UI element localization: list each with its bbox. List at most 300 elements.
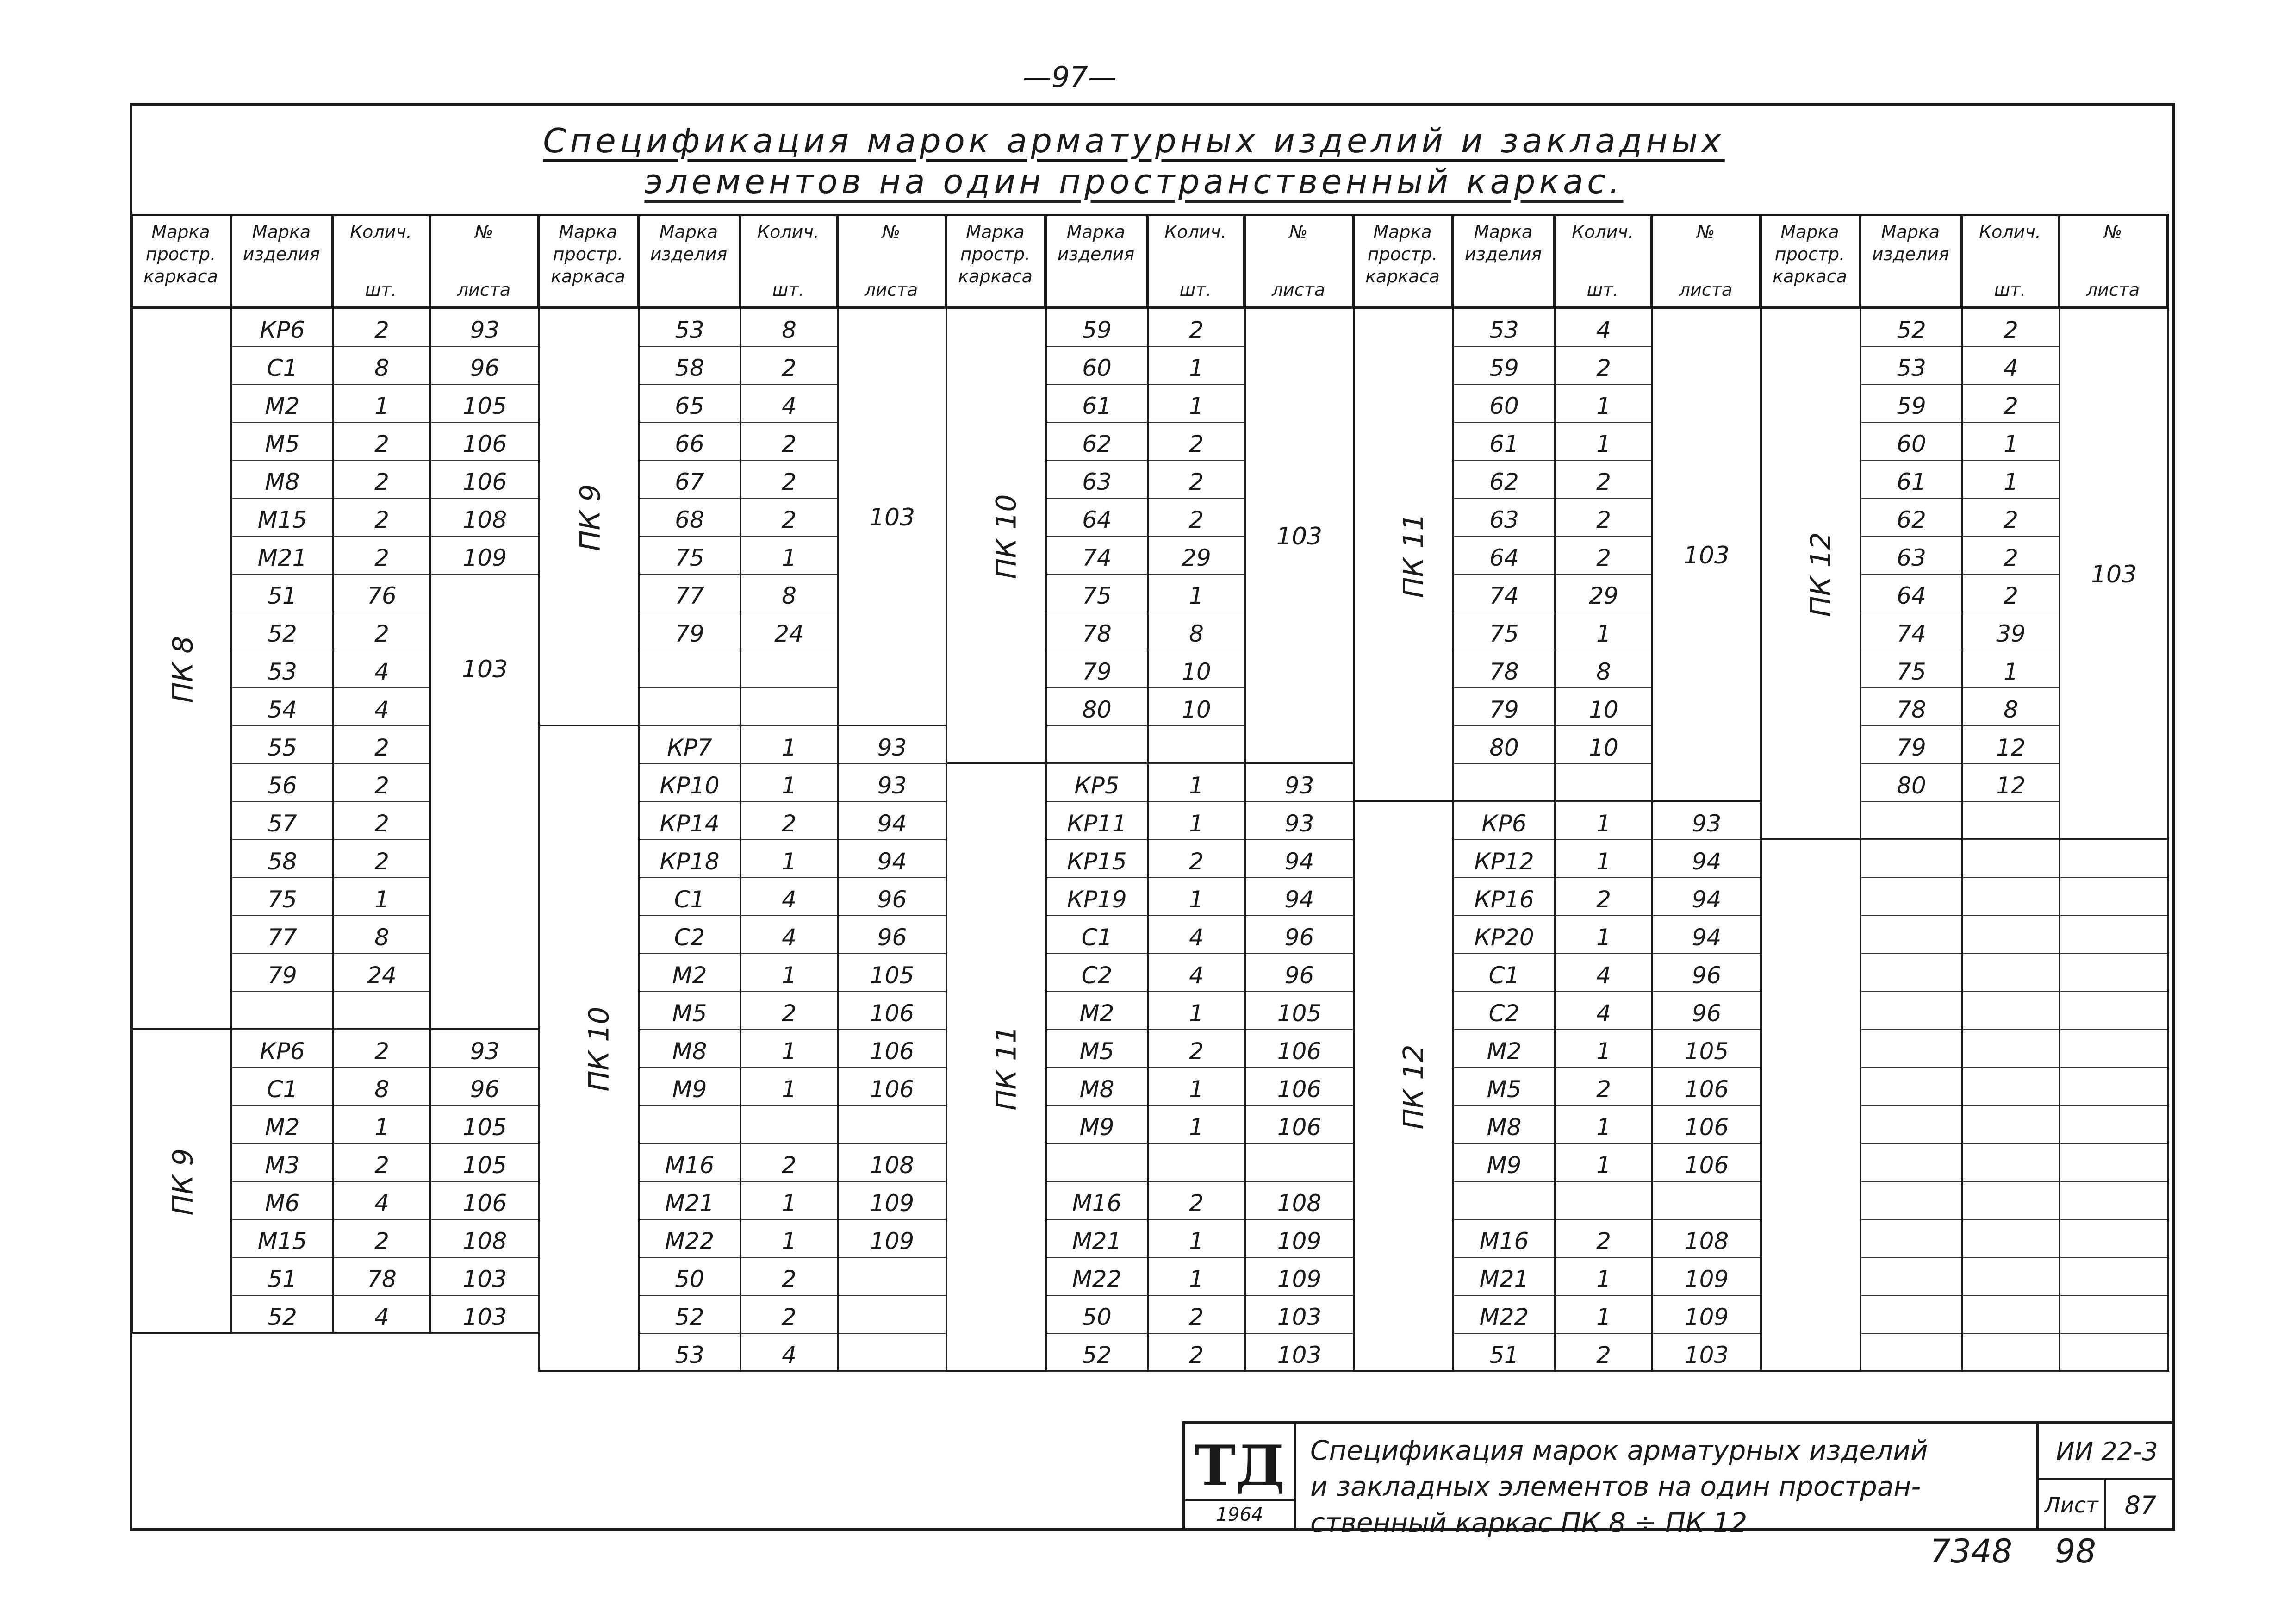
- sheet-number: 105: [462, 393, 507, 419]
- item-qty: 8: [782, 317, 796, 344]
- sheet-number: [1245, 575, 1354, 612]
- item-qty: 4: [1596, 317, 1611, 344]
- table-row: [1453, 612, 1652, 650]
- sheet-number: 103: [462, 1266, 507, 1293]
- table-row: [1860, 612, 2060, 650]
- table-row: [639, 992, 946, 1030]
- item-qty: 1: [782, 544, 796, 571]
- logo-year: 1964: [1185, 1499, 1294, 1525]
- item-qty: 4: [782, 393, 796, 419]
- item-mark: М2: [265, 1114, 300, 1141]
- table-row: [231, 309, 539, 347]
- item-qty: 76: [367, 582, 397, 609]
- item-qty: 2: [1596, 468, 1611, 495]
- item-mark: 52: [675, 1304, 704, 1330]
- item-qty: 1: [2004, 658, 2018, 685]
- sheet-number: [838, 1106, 946, 1143]
- item-mark: 79: [1897, 734, 1926, 761]
- sheet-number: 96: [877, 924, 907, 951]
- table-row: [231, 612, 430, 650]
- table-row: [1046, 1182, 1354, 1220]
- item-mark: С2: [674, 924, 705, 951]
- table-row: [1453, 1068, 1761, 1106]
- item-mark: 77: [675, 582, 704, 609]
- header-qty: [1555, 216, 1652, 306]
- table-row: [1046, 537, 1245, 575]
- table-row: [231, 347, 539, 385]
- table-row: [1453, 764, 1652, 802]
- item-mark: КР6: [260, 1038, 305, 1065]
- item-qty: 1: [1189, 886, 1204, 913]
- item-mark: 74: [1082, 544, 1112, 571]
- table-row: [1046, 575, 1245, 612]
- item-mark: 79: [1489, 696, 1519, 723]
- item-mark: С2: [1081, 962, 1113, 989]
- item-mark: 53: [268, 658, 297, 685]
- item-mark: 74: [1897, 620, 1926, 647]
- table-row: [639, 1334, 946, 1372]
- sheet-number: [2060, 1258, 2168, 1295]
- item-qty: 1: [1189, 1266, 1204, 1293]
- table-row: [231, 1106, 539, 1144]
- item-mark: 53: [1897, 355, 1926, 381]
- item-mark: 52: [1897, 317, 1926, 344]
- header-item-label: Марка изделия: [650, 222, 728, 264]
- item-mark: 60: [1897, 431, 1926, 457]
- sheet-number: 94: [1692, 924, 1722, 951]
- sheet-number: [2060, 499, 2168, 536]
- table-row: [1453, 1106, 1761, 1144]
- item-qty: 2: [782, 1152, 796, 1179]
- item-mark: [1860, 802, 1962, 839]
- table-row: [1453, 954, 1761, 992]
- item-mark: М5: [265, 431, 300, 457]
- item-qty: [1962, 1144, 2060, 1181]
- item-qty: [1962, 840, 2060, 877]
- table-row: [231, 385, 539, 423]
- item-qty: 2: [1189, 1342, 1204, 1368]
- sheet-number: 94: [1692, 848, 1722, 875]
- sheet-number: 96: [1284, 962, 1314, 989]
- item-qty: 1: [1596, 1266, 1611, 1293]
- item-mark: [1860, 1296, 1962, 1333]
- item-mark: [1860, 954, 1962, 991]
- sheet-number: [838, 612, 946, 650]
- sheet-number: [1652, 347, 1761, 384]
- table-row: [231, 575, 430, 612]
- table-row: [231, 1030, 539, 1068]
- merged-sheet-number: 103: [1683, 542, 1730, 569]
- sheet-number: 109: [1684, 1266, 1729, 1293]
- header-sheet-unit: листа: [1271, 280, 1325, 300]
- frame-group: [132, 1030, 539, 1334]
- merged-sheet-number: 103: [869, 504, 915, 531]
- table-row: [1046, 347, 1245, 385]
- item-qty: [1962, 1182, 2060, 1219]
- table-row: [1453, 537, 1652, 575]
- table-row: [1860, 764, 2060, 802]
- table-row: [1860, 688, 2060, 726]
- column-rule: [1554, 214, 1556, 1372]
- item-qty: 2: [374, 317, 389, 344]
- table-row: [1046, 612, 1245, 650]
- item-mark: 51: [268, 582, 297, 609]
- frame-mark-label: ПК 10: [990, 494, 1023, 579]
- header-frame-label: Марка простр. каркаса: [1365, 222, 1440, 287]
- item-mark: КР5: [1074, 772, 1120, 799]
- table-row: [1046, 1296, 1354, 1334]
- item-mark: КР19: [1067, 886, 1127, 913]
- table-row: [1046, 802, 1354, 840]
- item-qty: 2: [782, 1304, 796, 1330]
- logo-mark: ТД: [1194, 1433, 1285, 1499]
- item-mark: 63: [1082, 468, 1112, 495]
- item-mark: С1: [267, 355, 298, 381]
- table-row: [1453, 688, 1652, 726]
- item-qty: 2: [782, 810, 796, 837]
- item-mark: 63: [1897, 544, 1926, 571]
- item-qty: 8: [782, 582, 796, 609]
- table-row: [639, 916, 946, 954]
- frame-mark-label: ПК 9: [573, 484, 606, 551]
- table-row: [1453, 423, 1652, 461]
- sheet-number: 108: [462, 1228, 507, 1255]
- sheet-number: 105: [1277, 1000, 1322, 1027]
- merged-sheet-number: 103: [1276, 523, 1323, 550]
- table-row: [1046, 499, 1245, 537]
- item-qty: 1: [1596, 620, 1611, 647]
- item-qty: 2: [2004, 393, 2018, 419]
- item-qty: 1: [1596, 1152, 1611, 1179]
- page-number: —97—: [1023, 60, 1117, 94]
- item-qty: 1: [1189, 1114, 1204, 1141]
- table-row: [1046, 840, 1354, 878]
- header-qty-unit: шт.: [365, 280, 397, 300]
- item-mark: 63: [1489, 506, 1519, 533]
- item-qty: [1148, 1144, 1245, 1181]
- item-qty: 78: [367, 1266, 397, 1293]
- sheet-number: [838, 1334, 946, 1371]
- item-mark: 64: [1082, 506, 1112, 533]
- title-block-description: [1310, 1432, 2032, 1541]
- item-qty: [1555, 764, 1652, 801]
- sheet-number: [838, 347, 946, 384]
- item-mark: 79: [675, 620, 704, 647]
- item-qty: 2: [2004, 506, 2018, 533]
- sheet-number: 94: [1692, 886, 1722, 913]
- header-sheet-label: №: [474, 222, 493, 242]
- item-mark: 58: [675, 355, 704, 381]
- item-mark: М6: [265, 1190, 300, 1217]
- table-row: [1860, 537, 2060, 575]
- sheet-label: Лист: [2036, 1480, 2106, 1531]
- item-qty: [740, 688, 838, 725]
- sheet-number: 94: [1284, 848, 1314, 875]
- column-rule: [740, 214, 741, 1372]
- table-row: [1453, 650, 1652, 688]
- sheet-number: [1652, 726, 1761, 763]
- item-mark: М21: [665, 1190, 715, 1217]
- item-mark: 75: [268, 886, 297, 913]
- table-header: [1761, 214, 2168, 309]
- sheet-number: [838, 385, 946, 422]
- item-mark: 52: [1082, 1342, 1112, 1368]
- table-row: [639, 1030, 946, 1068]
- item-mark: [639, 650, 740, 687]
- sheet-number: [838, 309, 946, 346]
- description-line-1: Спецификация марок арматурных изделий: [1310, 1435, 1928, 1466]
- sheet-number: [2060, 1068, 2168, 1105]
- item-qty: 1: [782, 962, 796, 989]
- sheet-number: [1652, 385, 1761, 422]
- table-row: [1046, 878, 1354, 916]
- header-sheet: [838, 216, 946, 306]
- item-qty: 1: [1189, 772, 1204, 799]
- item-qty: 8: [2004, 696, 2018, 723]
- item-mark: [1453, 764, 1555, 801]
- sheet-number: 106: [1277, 1038, 1322, 1065]
- sheet-number: 109: [1277, 1228, 1322, 1255]
- item-qty: 1: [1596, 1304, 1611, 1330]
- sheet-number: [430, 992, 539, 1029]
- item-qty: 2: [1189, 506, 1204, 533]
- sheet-number: 93: [1284, 810, 1314, 837]
- item-mark: М21: [1479, 1266, 1529, 1293]
- item-qty: 12: [1996, 772, 2026, 799]
- table-row: [639, 1296, 946, 1334]
- column-rule: [2167, 214, 2169, 1372]
- item-mark: 54: [268, 696, 297, 723]
- item-mark: КР7: [667, 734, 712, 761]
- table-row: [231, 726, 430, 764]
- item-mark: С1: [1488, 962, 1520, 989]
- item-mark: 53: [675, 1342, 704, 1368]
- item-qty: 1: [374, 886, 389, 913]
- header-sheet: [1652, 216, 1761, 306]
- sheet-number: 109: [462, 544, 507, 571]
- item-qty: 1: [374, 393, 389, 419]
- sheet-number: [838, 423, 946, 460]
- title-line-1: Спецификация марок арматурных изделий и закладных: [543, 121, 1725, 160]
- item-qty: 1: [782, 772, 796, 799]
- table-row: [1453, 916, 1761, 954]
- item-mark: 68: [675, 506, 704, 533]
- sheet-number: 103: [1277, 1304, 1322, 1330]
- item-mark: [231, 992, 333, 1029]
- table-row: [231, 802, 430, 840]
- item-qty: 1: [1189, 582, 1204, 609]
- item-mark: 67: [675, 468, 704, 495]
- frame-group: [946, 309, 1354, 764]
- item-qty: [1962, 1296, 2060, 1333]
- item-mark: М3: [265, 1152, 300, 1179]
- header-qty-unit: шт.: [1994, 280, 2026, 300]
- item-mark: КР16: [1474, 886, 1534, 913]
- sheet-number: [2060, 954, 2168, 991]
- item-qty: 2: [374, 734, 389, 761]
- item-qty: 1: [1189, 1000, 1204, 1027]
- sheet-number: 106: [1684, 1152, 1729, 1179]
- item-qty: 1: [1596, 1038, 1611, 1065]
- table-row: [639, 537, 838, 575]
- item-qty: 2: [1189, 1190, 1204, 1217]
- item-qty: [333, 992, 430, 1029]
- item-mark: [1860, 992, 1962, 1029]
- item-qty: 4: [782, 886, 796, 913]
- header-frame-label: Марка простр. каркаса: [958, 222, 1033, 287]
- item-qty: 1: [1189, 355, 1204, 381]
- sheet-number: 93: [1284, 772, 1314, 799]
- header-item: [1453, 216, 1555, 306]
- table-row: [639, 385, 838, 423]
- item-mark: КР18: [660, 848, 720, 875]
- column-rule: [1147, 214, 1149, 1372]
- item-qty: [1962, 1068, 2060, 1105]
- item-mark: 79: [1082, 658, 1112, 685]
- header-sheet-unit: листа: [1679, 280, 1733, 300]
- table-row: [1860, 992, 2168, 1030]
- sheet-number: 96: [1284, 924, 1314, 951]
- item-mark: 59: [1489, 355, 1519, 381]
- item-mark: М5: [1079, 1038, 1114, 1065]
- sheet-number: [1245, 347, 1354, 384]
- table-row: [1453, 992, 1761, 1030]
- item-mark: С1: [1081, 924, 1113, 951]
- table-row: [1453, 1144, 1761, 1182]
- item-qty: 1: [374, 1114, 389, 1141]
- sheet-number: 106: [1684, 1076, 1729, 1103]
- item-qty: 8: [374, 355, 389, 381]
- item-qty: 4: [1189, 924, 1204, 951]
- item-qty: 2: [374, 620, 389, 647]
- sheet-number: [2060, 1144, 2168, 1181]
- item-qty: 2: [1189, 1304, 1204, 1330]
- item-mark: 80: [1897, 772, 1926, 799]
- item-mark: 52: [268, 620, 297, 647]
- column-rule: [1452, 214, 1454, 1372]
- item-mark: М5: [672, 1000, 707, 1027]
- sheet-number: [1245, 385, 1354, 422]
- table-row: [1860, 878, 2168, 916]
- item-qty: 2: [1189, 317, 1204, 344]
- item-qty: 4: [374, 1190, 389, 1217]
- item-mark: 59: [1897, 393, 1926, 419]
- sheet-number: 94: [877, 810, 907, 837]
- table-row: [231, 499, 539, 537]
- item-qty: [1962, 1106, 2060, 1143]
- header-item: [1860, 216, 1962, 306]
- table-row: [639, 1068, 946, 1106]
- sheet-number: 109: [1277, 1266, 1322, 1293]
- item-mark: М21: [257, 544, 307, 571]
- item-mark: С1: [267, 1076, 298, 1103]
- column-rule: [638, 214, 640, 1372]
- sheet-number: 103: [462, 1304, 507, 1330]
- inventory-number: 7348: [1930, 1532, 2013, 1570]
- column-rule: [1860, 214, 1861, 1372]
- frame-group: [132, 309, 539, 1030]
- archive-page-number: 98: [2055, 1532, 2097, 1570]
- table-row: [1860, 1182, 2168, 1220]
- column-rule: [1045, 214, 1047, 1372]
- item-mark: 51: [268, 1266, 297, 1293]
- column-rule: [1244, 214, 1246, 1372]
- item-mark: 61: [1897, 468, 1926, 495]
- frame-mark-label: ПК 10: [583, 1006, 616, 1092]
- table-row: [639, 840, 946, 878]
- item-mark: 53: [675, 317, 704, 344]
- sheet-number: 106: [1684, 1114, 1729, 1141]
- sheet-number: [838, 537, 946, 574]
- item-mark: [1860, 1182, 1962, 1219]
- column-rule: [429, 214, 431, 1334]
- sheet-number: 109: [1684, 1304, 1729, 1330]
- table-row: [1046, 650, 1245, 688]
- sheet-number: 87: [2124, 1491, 2157, 1520]
- frame-mark-label: ПК 9: [166, 1148, 199, 1216]
- sheet-number: [1245, 726, 1354, 763]
- sheet-number: 96: [877, 886, 907, 913]
- item-qty: 4: [374, 1304, 389, 1330]
- table-row: [231, 1296, 539, 1334]
- table-row: [231, 537, 539, 575]
- item-mark: [1046, 726, 1148, 763]
- table-row: [1046, 1220, 1354, 1258]
- sheet-number: [1652, 612, 1761, 650]
- item-qty: 2: [1189, 431, 1204, 457]
- item-mark: 55: [268, 734, 297, 761]
- sheet-number: [2060, 1220, 2168, 1257]
- table-row: [1453, 1182, 1761, 1220]
- sheet-number: [2060, 764, 2168, 801]
- item-mark: 61: [1082, 393, 1112, 419]
- item-mark: М16: [1479, 1228, 1529, 1255]
- table-row: [231, 650, 430, 688]
- header-frame-label: Марка простр. каркаса: [143, 222, 218, 287]
- item-qty: 8: [1189, 620, 1204, 647]
- sheet-number: [838, 1258, 946, 1295]
- item-qty: 4: [374, 696, 389, 723]
- item-qty: 2: [782, 468, 796, 495]
- table-row: [1860, 1144, 2168, 1182]
- item-qty: [1962, 1258, 2060, 1295]
- item-qty: [1962, 802, 2060, 839]
- table-row: [1860, 1296, 2168, 1334]
- header-sheet-unit: листа: [457, 280, 511, 300]
- table-row: [639, 423, 838, 461]
- column-rule: [837, 214, 839, 1372]
- table-row: [231, 1258, 539, 1296]
- item-qty: [1555, 1182, 1652, 1219]
- item-mark: [1453, 1182, 1555, 1219]
- sheet-number: 96: [470, 1076, 500, 1103]
- item-qty: 2: [1189, 1038, 1204, 1065]
- header-sheet-unit: листа: [2086, 280, 2140, 300]
- item-qty: 10: [1182, 696, 1211, 723]
- sheet-number: [430, 802, 539, 839]
- item-mark: 50: [675, 1266, 704, 1293]
- item-qty: 1: [1596, 1114, 1611, 1141]
- sheet-number: [1652, 688, 1761, 725]
- item-mark: [1860, 916, 1962, 953]
- table-row: [1453, 499, 1652, 537]
- item-mark: М9: [672, 1076, 707, 1103]
- table-row: [639, 1258, 946, 1296]
- description-line-3: ственный каркас ПК 8 ÷ ПК 12: [1310, 1507, 1748, 1538]
- sheet-number: [2060, 1030, 2168, 1067]
- item-qty: [1148, 726, 1245, 763]
- item-mark: М2: [265, 393, 300, 419]
